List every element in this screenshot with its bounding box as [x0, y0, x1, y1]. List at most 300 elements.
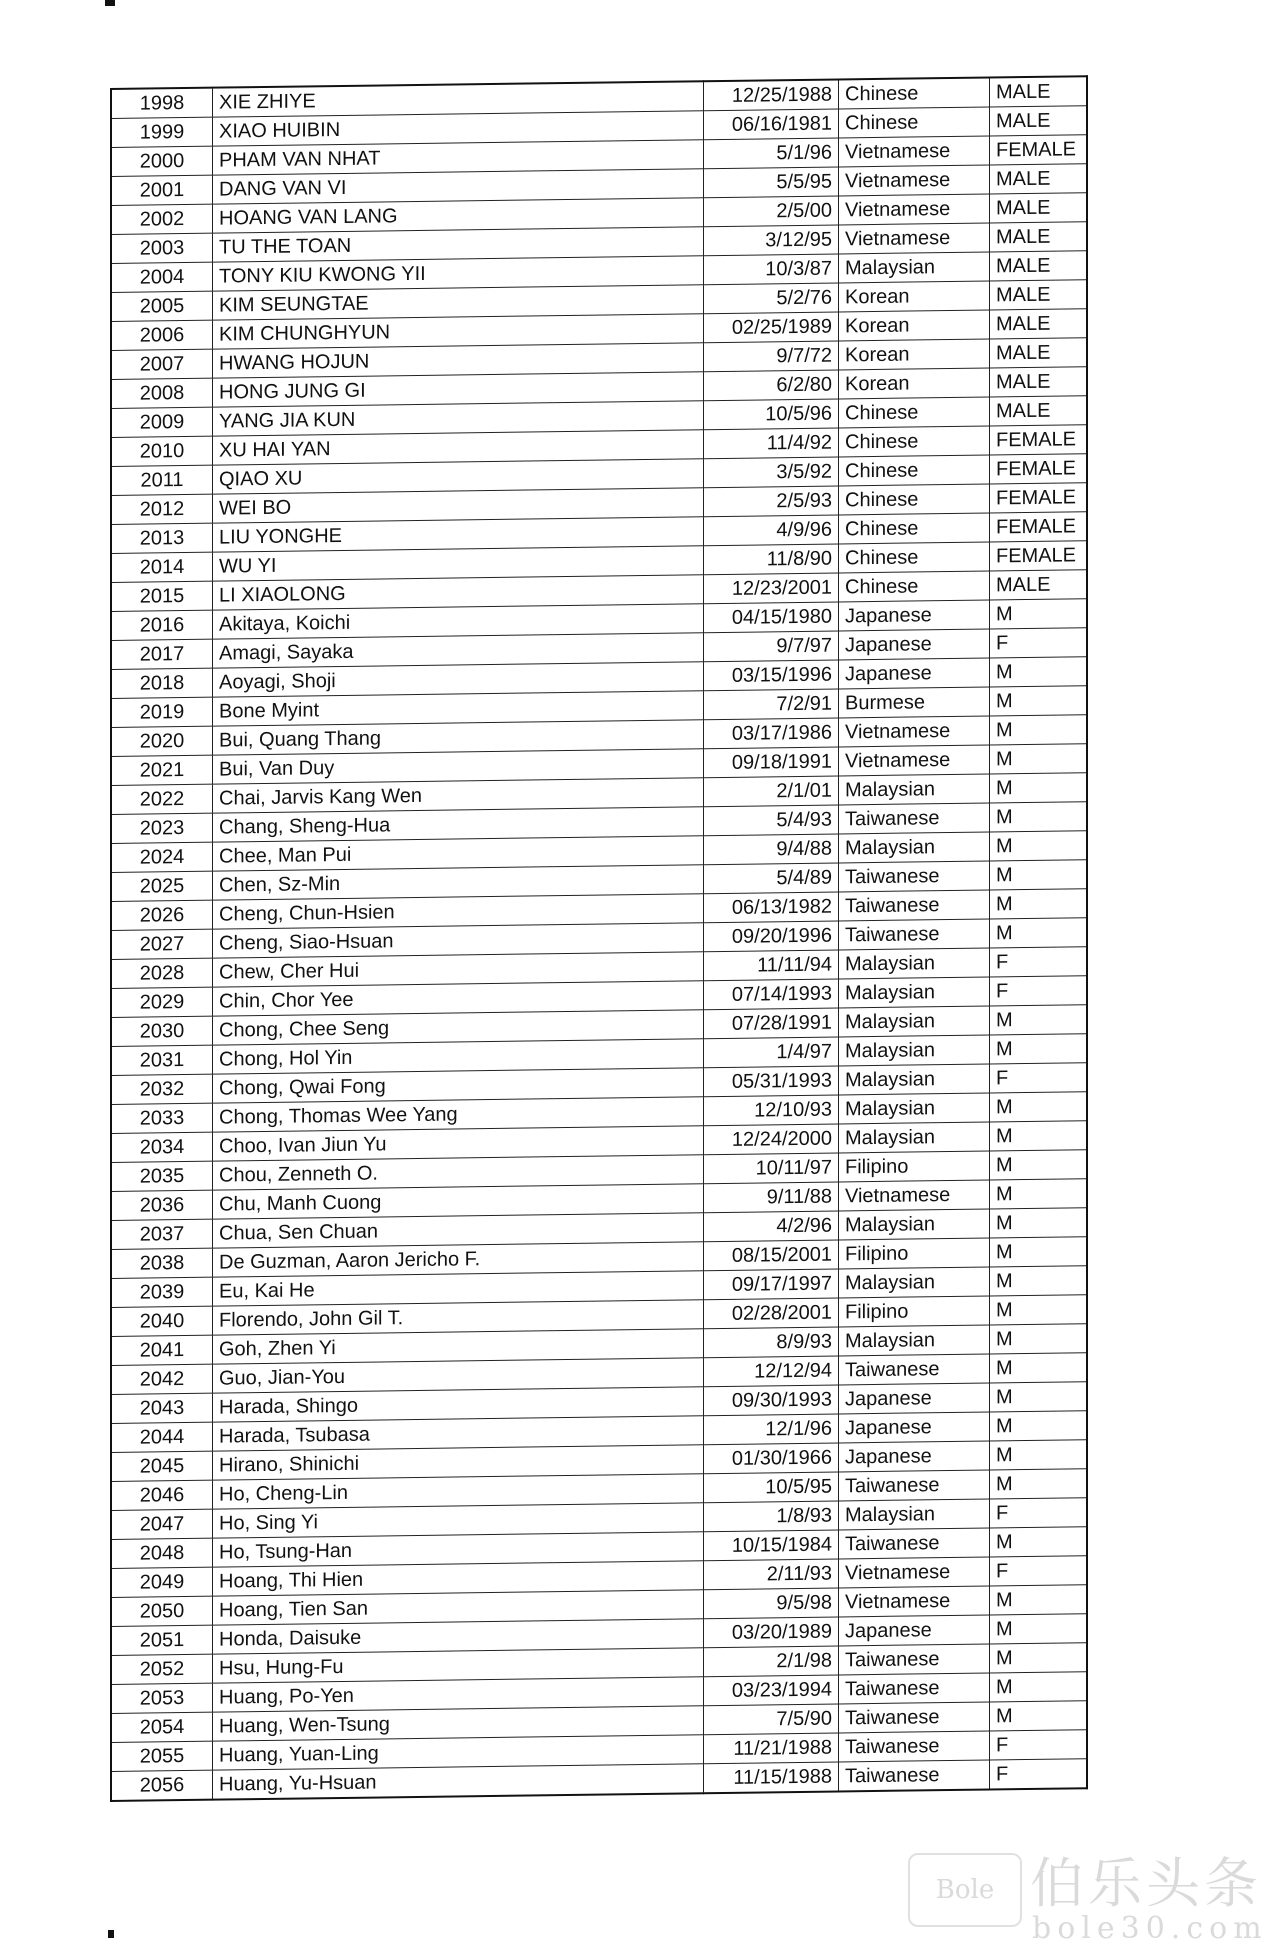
cell-gender: FEMALE [990, 135, 1088, 165]
cell-nationality: Japanese [839, 1383, 990, 1414]
cell-name: Chee, Man Pui [213, 836, 704, 871]
cell-dob: 8/9/93 [704, 1327, 839, 1358]
cell-gender: M [990, 1121, 1088, 1151]
cell-dob: 08/15/2001 [704, 1240, 839, 1271]
cell-nationality: Vietnamese [839, 745, 990, 776]
cell-dob: 12/25/1988 [704, 79, 839, 110]
cell-name: Chu, Manh Cuong [213, 1184, 704, 1219]
cell-dob: 12/23/2001 [704, 573, 839, 604]
cell-gender: MALE [990, 251, 1088, 281]
cell-gender: F [990, 1498, 1088, 1528]
cell-nationality: Filipino [839, 1296, 990, 1327]
cell-nationality: Chinese [839, 77, 990, 108]
cell-name: Cheng, Siao-Hsuan [213, 923, 704, 958]
cell-nationality: Vietnamese [839, 1557, 990, 1588]
cell-gender: M [990, 1266, 1088, 1296]
cell-name: WU YI [213, 546, 704, 581]
cell-dob: 03/15/1996 [704, 660, 839, 691]
cell-name: LIU YONGHE [213, 517, 704, 552]
cell-nationality: Japanese [839, 600, 990, 631]
cell-name: WEI BO [213, 488, 704, 523]
cell-dob: 09/18/1991 [704, 747, 839, 778]
cell-gender: M [990, 1208, 1088, 1238]
cell-dob: 10/15/1984 [704, 1530, 839, 1561]
cell-name: Chua, Sen Chuan [213, 1213, 704, 1248]
cell-number: 2002 [111, 204, 213, 234]
cell-gender: M [990, 744, 1088, 774]
cell-dob: 05/31/1993 [704, 1066, 839, 1097]
cell-name: Florendo, John Gil T. [213, 1300, 704, 1335]
cell-nationality: Korean [839, 310, 990, 341]
cell-name: HOANG VAN LANG [213, 198, 704, 233]
cell-name: QIAO XU [213, 459, 704, 494]
cell-gender: M [990, 1237, 1088, 1267]
cell-dob: 11/4/92 [704, 428, 839, 459]
cell-dob: 1/8/93 [704, 1501, 839, 1532]
cell-dob: 9/4/88 [704, 834, 839, 865]
cell-nationality: Malaysian [839, 774, 990, 805]
cell-nationality: Chinese [839, 455, 990, 486]
cell-dob: 4/2/96 [704, 1211, 839, 1242]
cell-nationality: Chinese [839, 571, 990, 602]
cell-name: Bui, Van Duy [213, 749, 704, 784]
cell-nationality: Taiwanese [839, 1731, 990, 1762]
cell-name: Aoyagi, Shoji [213, 662, 704, 697]
cell-nationality: Burmese [839, 687, 990, 718]
cell-number: 2046 [111, 1480, 213, 1510]
cell-gender: F [990, 628, 1088, 658]
cell-name: KIM CHUNGHYUN [213, 314, 704, 349]
cell-gender: M [990, 1527, 1088, 1557]
cell-name: Honda, Daisuke [213, 1619, 704, 1654]
cell-number: 2054 [111, 1712, 213, 1742]
cell-number: 2047 [111, 1509, 213, 1539]
watermark [900, 1835, 1275, 1950]
cell-number: 2001 [111, 175, 213, 205]
cell-number: 2005 [111, 291, 213, 321]
cell-number: 2026 [111, 900, 213, 930]
cell-gender: M [990, 831, 1088, 861]
cell-name: Harada, Shingo [213, 1387, 704, 1422]
cell-number: 2010 [111, 436, 213, 466]
cell-dob: 5/1/96 [704, 138, 839, 169]
cell-number: 2004 [111, 262, 213, 292]
cell-gender: M [990, 889, 1088, 919]
cell-dob: 11/11/94 [704, 950, 839, 981]
cell-nationality: Korean [839, 281, 990, 312]
cell-nationality: Filipino [839, 1238, 990, 1269]
cell-gender: M [990, 1672, 1088, 1702]
cell-nationality: Malaysian [839, 1006, 990, 1037]
cell-gender: F [990, 976, 1088, 1006]
cell-gender: MALE [990, 76, 1088, 107]
cell-nationality: Japanese [839, 1615, 990, 1646]
cell-gender: FEMALE [990, 425, 1088, 455]
cell-name: Huang, Yu-Hsuan [213, 1764, 704, 1800]
cell-name: Akitaya, Koichi [213, 604, 704, 639]
cell-gender: M [990, 1034, 1088, 1064]
cell-nationality: Taiwanese [839, 861, 990, 892]
cell-gender: MALE [990, 570, 1088, 600]
scan-mark-top [105, 0, 115, 6]
cell-nationality: Japanese [839, 658, 990, 689]
cell-name: Huang, Po-Yen [213, 1677, 704, 1712]
cell-gender: M [990, 715, 1088, 745]
cell-number: 2044 [111, 1422, 213, 1452]
cell-number: 2007 [111, 349, 213, 379]
cell-nationality: Malaysian [839, 252, 990, 283]
cell-dob: 07/14/1993 [704, 979, 839, 1010]
cell-number: 2024 [111, 842, 213, 872]
cell-name: Chong, Chee Seng [213, 1010, 704, 1045]
cell-name: XU HAI YAN [213, 430, 704, 465]
cell-name: HWANG HOJUN [213, 343, 704, 378]
cell-gender: M [990, 1324, 1088, 1354]
cell-nationality: Taiwanese [839, 1673, 990, 1704]
cell-gender: MALE [990, 280, 1088, 310]
cell-gender: MALE [990, 193, 1088, 223]
cell-name: Chou, Zenneth O. [213, 1155, 704, 1190]
cell-nationality: Taiwanese [839, 803, 990, 834]
roster-table [110, 75, 1088, 1802]
cell-dob: 1/4/97 [704, 1037, 839, 1068]
cell-nationality: Malaysian [839, 1093, 990, 1124]
cell-dob: 12/10/93 [704, 1095, 839, 1126]
cell-dob: 7/5/90 [704, 1704, 839, 1735]
cell-gender: M [990, 1411, 1088, 1441]
cell-gender: MALE [990, 106, 1088, 136]
cell-gender: M [990, 686, 1088, 716]
cell-number: 2043 [111, 1393, 213, 1423]
cell-gender: M [990, 1005, 1088, 1035]
cell-name: Huang, Yuan-Ling [213, 1735, 704, 1770]
cell-dob: 5/2/76 [704, 283, 839, 314]
cell-number: 2030 [111, 1016, 213, 1046]
cell-dob: 3/12/95 [704, 225, 839, 256]
cell-dob: 11/8/90 [704, 544, 839, 575]
cell-nationality: Taiwanese [839, 890, 990, 921]
cell-number: 2045 [111, 1451, 213, 1481]
cell-number: 2011 [111, 465, 213, 495]
cell-dob: 7/2/91 [704, 689, 839, 720]
cell-number: 2035 [111, 1161, 213, 1191]
cell-dob: 11/21/1988 [704, 1733, 839, 1764]
cell-nationality: Malaysian [839, 977, 990, 1008]
cell-name: Chew, Cher Hui [213, 952, 704, 987]
cell-number: 2025 [111, 871, 213, 901]
cell-dob: 12/24/2000 [704, 1124, 839, 1155]
watermark-url: bole30.com [1032, 1911, 1268, 1946]
cell-gender: F [990, 1730, 1088, 1760]
cell-dob: 2/11/93 [704, 1559, 839, 1590]
cell-number: 1999 [111, 117, 213, 147]
cell-gender: M [990, 860, 1088, 890]
cell-dob: 10/5/96 [704, 399, 839, 430]
cell-nationality: Korean [839, 339, 990, 370]
cell-dob: 09/20/1996 [704, 921, 839, 952]
cell-name: Chong, Thomas Wee Yang [213, 1097, 704, 1132]
cell-name: Ho, Cheng-Lin [213, 1474, 704, 1509]
cell-gender: M [990, 1353, 1088, 1383]
cell-name: DANG VAN VI [213, 169, 704, 204]
cell-number: 2049 [111, 1567, 213, 1597]
cell-dob: 9/7/72 [704, 341, 839, 372]
cell-name: KIM SEUNGTAE [213, 285, 704, 320]
cell-number: 2017 [111, 639, 213, 669]
cell-nationality: Vietnamese [839, 1180, 990, 1211]
cell-gender: MALE [990, 164, 1088, 194]
cell-name: De Guzman, Aaron Jericho F. [213, 1242, 704, 1277]
cell-nationality: Taiwanese [839, 1702, 990, 1733]
cell-name: XIAO HUIBIN [213, 111, 704, 146]
cell-name: Chang, Sheng-Hua [213, 807, 704, 842]
cell-name: Goh, Zhen Yi [213, 1329, 704, 1364]
cell-nationality: Japanese [839, 1441, 990, 1472]
cell-gender: F [990, 1063, 1088, 1093]
cell-gender: M [990, 1179, 1088, 1209]
cell-number: 2015 [111, 581, 213, 611]
cell-name: Chong, Hol Yin [213, 1039, 704, 1074]
cell-dob: 06/16/1981 [704, 109, 839, 140]
cell-gender: M [990, 1469, 1088, 1499]
cell-number: 2013 [111, 523, 213, 553]
cell-dob: 01/30/1966 [704, 1443, 839, 1474]
cell-dob: 10/11/97 [704, 1153, 839, 1184]
cell-number: 2052 [111, 1654, 213, 1684]
cell-dob: 2/1/98 [704, 1646, 839, 1677]
cell-name: Hoang, Tien San [213, 1590, 704, 1625]
cell-gender: M [990, 1295, 1088, 1325]
cell-gender: F [990, 947, 1088, 977]
cell-number: 2034 [111, 1132, 213, 1162]
cell-name: Cheng, Chun-Hsien [213, 894, 704, 929]
cell-nationality: Malaysian [839, 948, 990, 979]
cell-gender: M [990, 1150, 1088, 1180]
cell-name: Hsu, Hung-Fu [213, 1648, 704, 1683]
cell-dob: 02/28/2001 [704, 1298, 839, 1329]
cell-gender: F [990, 1759, 1088, 1790]
cell-number: 2012 [111, 494, 213, 524]
cell-nationality: Filipino [839, 1151, 990, 1182]
cell-nationality: Chinese [839, 484, 990, 515]
cell-number: 2000 [111, 146, 213, 176]
cell-dob: 6/2/80 [704, 370, 839, 401]
cell-gender: M [990, 1614, 1088, 1644]
cell-dob: 03/20/1989 [704, 1617, 839, 1648]
cell-dob: 03/17/1986 [704, 718, 839, 749]
cell-number: 2023 [111, 813, 213, 843]
cell-gender: FEMALE [990, 454, 1088, 484]
cell-nationality: Japanese [839, 1412, 990, 1443]
cell-gender: M [990, 773, 1088, 803]
cell-number: 2036 [111, 1190, 213, 1220]
cell-name: Guo, Jian-You [213, 1358, 704, 1393]
cell-gender: M [990, 1440, 1088, 1470]
cell-nationality: Malaysian [839, 832, 990, 863]
cell-nationality: Vietnamese [839, 1586, 990, 1617]
cell-gender: MALE [990, 309, 1088, 339]
cell-dob: 5/4/89 [704, 863, 839, 894]
cell-name: TU THE TOAN [213, 227, 704, 262]
cell-gender: M [990, 1701, 1088, 1731]
cell-name: Harada, Tsubasa [213, 1416, 704, 1451]
cell-number: 2003 [111, 233, 213, 263]
cell-number: 2028 [111, 958, 213, 988]
cell-name: Eu, Kai He [213, 1271, 704, 1306]
scan-mark-bottom [108, 1930, 114, 1938]
cell-number: 2039 [111, 1277, 213, 1307]
cell-gender: M [990, 918, 1088, 948]
cell-nationality: Chinese [839, 107, 990, 138]
cell-dob: 10/5/95 [704, 1472, 839, 1503]
cell-nationality: Malaysian [839, 1499, 990, 1530]
cell-number: 2019 [111, 697, 213, 727]
cell-name: Ho, Sing Yi [213, 1503, 704, 1538]
cell-dob: 03/23/1994 [704, 1675, 839, 1706]
cell-dob: 10/3/87 [704, 254, 839, 285]
cell-dob: 09/17/1997 [704, 1269, 839, 1300]
cell-number: 2055 [111, 1741, 213, 1771]
cell-name: Ho, Tsung-Han [213, 1532, 704, 1567]
cell-dob: 5/5/95 [704, 167, 839, 198]
watermark-logo: Bole [908, 1853, 1022, 1927]
cell-number: 2016 [111, 610, 213, 640]
cell-name: Bone Myint [213, 691, 704, 726]
cell-number: 2050 [111, 1596, 213, 1626]
cell-dob: 12/12/94 [704, 1356, 839, 1387]
cell-number: 2014 [111, 552, 213, 582]
cell-number: 2032 [111, 1074, 213, 1104]
cell-gender: F [990, 1556, 1088, 1586]
cell-dob: 06/13/1982 [704, 892, 839, 923]
cell-number: 2040 [111, 1306, 213, 1336]
cell-nationality: Malaysian [839, 1064, 990, 1095]
cell-nationality: Taiwanese [839, 1528, 990, 1559]
cell-gender: M [990, 1382, 1088, 1412]
cell-number: 2053 [111, 1683, 213, 1713]
cell-nationality: Vietnamese [839, 165, 990, 196]
cell-number: 2038 [111, 1248, 213, 1278]
cell-gender: FEMALE [990, 512, 1088, 542]
cell-nationality: Malaysian [839, 1325, 990, 1356]
cell-number: 2008 [111, 378, 213, 408]
cell-name: TONY KIU KWONG YII [213, 256, 704, 291]
cell-dob: 9/11/88 [704, 1182, 839, 1213]
cell-nationality: Chinese [839, 542, 990, 573]
cell-dob: 5/4/93 [704, 805, 839, 836]
cell-name: LI XIAOLONG [213, 575, 704, 610]
cell-nationality: Vietnamese [839, 223, 990, 254]
cell-dob: 9/5/98 [704, 1588, 839, 1619]
cell-nationality: Vietnamese [839, 716, 990, 747]
cell-nationality: Taiwanese [839, 1470, 990, 1501]
roster-body [111, 76, 1087, 1801]
cell-gender: MALE [990, 338, 1088, 368]
cell-name: Chen, Sz-Min [213, 865, 704, 900]
cell-dob: 4/9/96 [704, 515, 839, 546]
cell-dob: 9/7/97 [704, 631, 839, 662]
cell-gender: M [990, 1643, 1088, 1673]
cell-dob: 3/5/92 [704, 457, 839, 488]
cell-number: 1998 [111, 88, 213, 119]
cell-gender: MALE [990, 222, 1088, 252]
cell-number: 2033 [111, 1103, 213, 1133]
cell-name: YANG JIA KUN [213, 401, 704, 436]
cell-nationality: Chinese [839, 397, 990, 428]
cell-nationality: Malaysian [839, 1122, 990, 1153]
cell-name: Chin, Chor Yee [213, 981, 704, 1016]
cell-nationality: Chinese [839, 513, 990, 544]
cell-nationality: Taiwanese [839, 1644, 990, 1675]
cell-nationality: Malaysian [839, 1035, 990, 1066]
cell-name: Amagi, Sayaka [213, 633, 704, 668]
cell-nationality: Vietnamese [839, 194, 990, 225]
cell-gender: MALE [990, 367, 1088, 397]
cell-name: Chai, Jarvis Kang Wen [213, 778, 704, 813]
cell-nationality: Taiwanese [839, 919, 990, 950]
cell-number: 2041 [111, 1335, 213, 1365]
cell-gender: M [990, 1585, 1088, 1615]
cell-number: 2056 [111, 1770, 213, 1801]
cell-number: 2037 [111, 1219, 213, 1249]
cell-nationality: Taiwanese [839, 1354, 990, 1385]
cell-dob: 02/25/1989 [704, 312, 839, 343]
cell-dob: 2/5/00 [704, 196, 839, 227]
cell-name: Choo, Ivan Jiun Yu [213, 1126, 704, 1161]
cell-gender: M [990, 1092, 1088, 1122]
cell-name: Bui, Quang Thang [213, 720, 704, 755]
roster-sheet [110, 75, 1088, 1802]
cell-gender: M [990, 802, 1088, 832]
cell-number: 2006 [111, 320, 213, 350]
cell-number: 2042 [111, 1364, 213, 1394]
cell-dob: 2/5/93 [704, 486, 839, 517]
cell-name: HONG JUNG GI [213, 372, 704, 407]
cell-name: Huang, Wen-Tsung [213, 1706, 704, 1741]
cell-number: 2027 [111, 929, 213, 959]
cell-dob: 2/1/01 [704, 776, 839, 807]
cell-gender: M [990, 599, 1088, 629]
cell-name: Hoang, Thi Hien [213, 1561, 704, 1596]
cell-nationality: Chinese [839, 426, 990, 457]
cell-nationality: Malaysian [839, 1267, 990, 1298]
cell-number: 2029 [111, 987, 213, 1017]
cell-number: 2031 [111, 1045, 213, 1075]
cell-name: PHAM VAN NHAT [213, 140, 704, 175]
cell-number: 2022 [111, 784, 213, 814]
cell-number: 2020 [111, 726, 213, 756]
cell-dob: 12/1/96 [704, 1414, 839, 1445]
cell-name: XIE ZHIYE [213, 81, 704, 117]
cell-name: Chong, Qwai Fong [213, 1068, 704, 1103]
cell-number: 2051 [111, 1625, 213, 1655]
cell-dob: 07/28/1991 [704, 1008, 839, 1039]
cell-number: 2018 [111, 668, 213, 698]
cell-gender: FEMALE [990, 483, 1088, 513]
cell-dob: 11/15/1988 [704, 1762, 839, 1793]
cell-number: 2009 [111, 407, 213, 437]
cell-name: Hirano, Shinichi [213, 1445, 704, 1480]
watermark-title: 伯乐头条 [1030, 1852, 1262, 1915]
cell-nationality: Vietnamese [839, 136, 990, 167]
cell-nationality: Japanese [839, 629, 990, 660]
cell-number: 2021 [111, 755, 213, 785]
cell-nationality: Korean [839, 368, 990, 399]
cell-gender: M [990, 657, 1088, 687]
cell-gender: MALE [990, 396, 1088, 426]
cell-dob: 09/30/1993 [704, 1385, 839, 1416]
cell-nationality: Taiwanese [839, 1760, 990, 1791]
